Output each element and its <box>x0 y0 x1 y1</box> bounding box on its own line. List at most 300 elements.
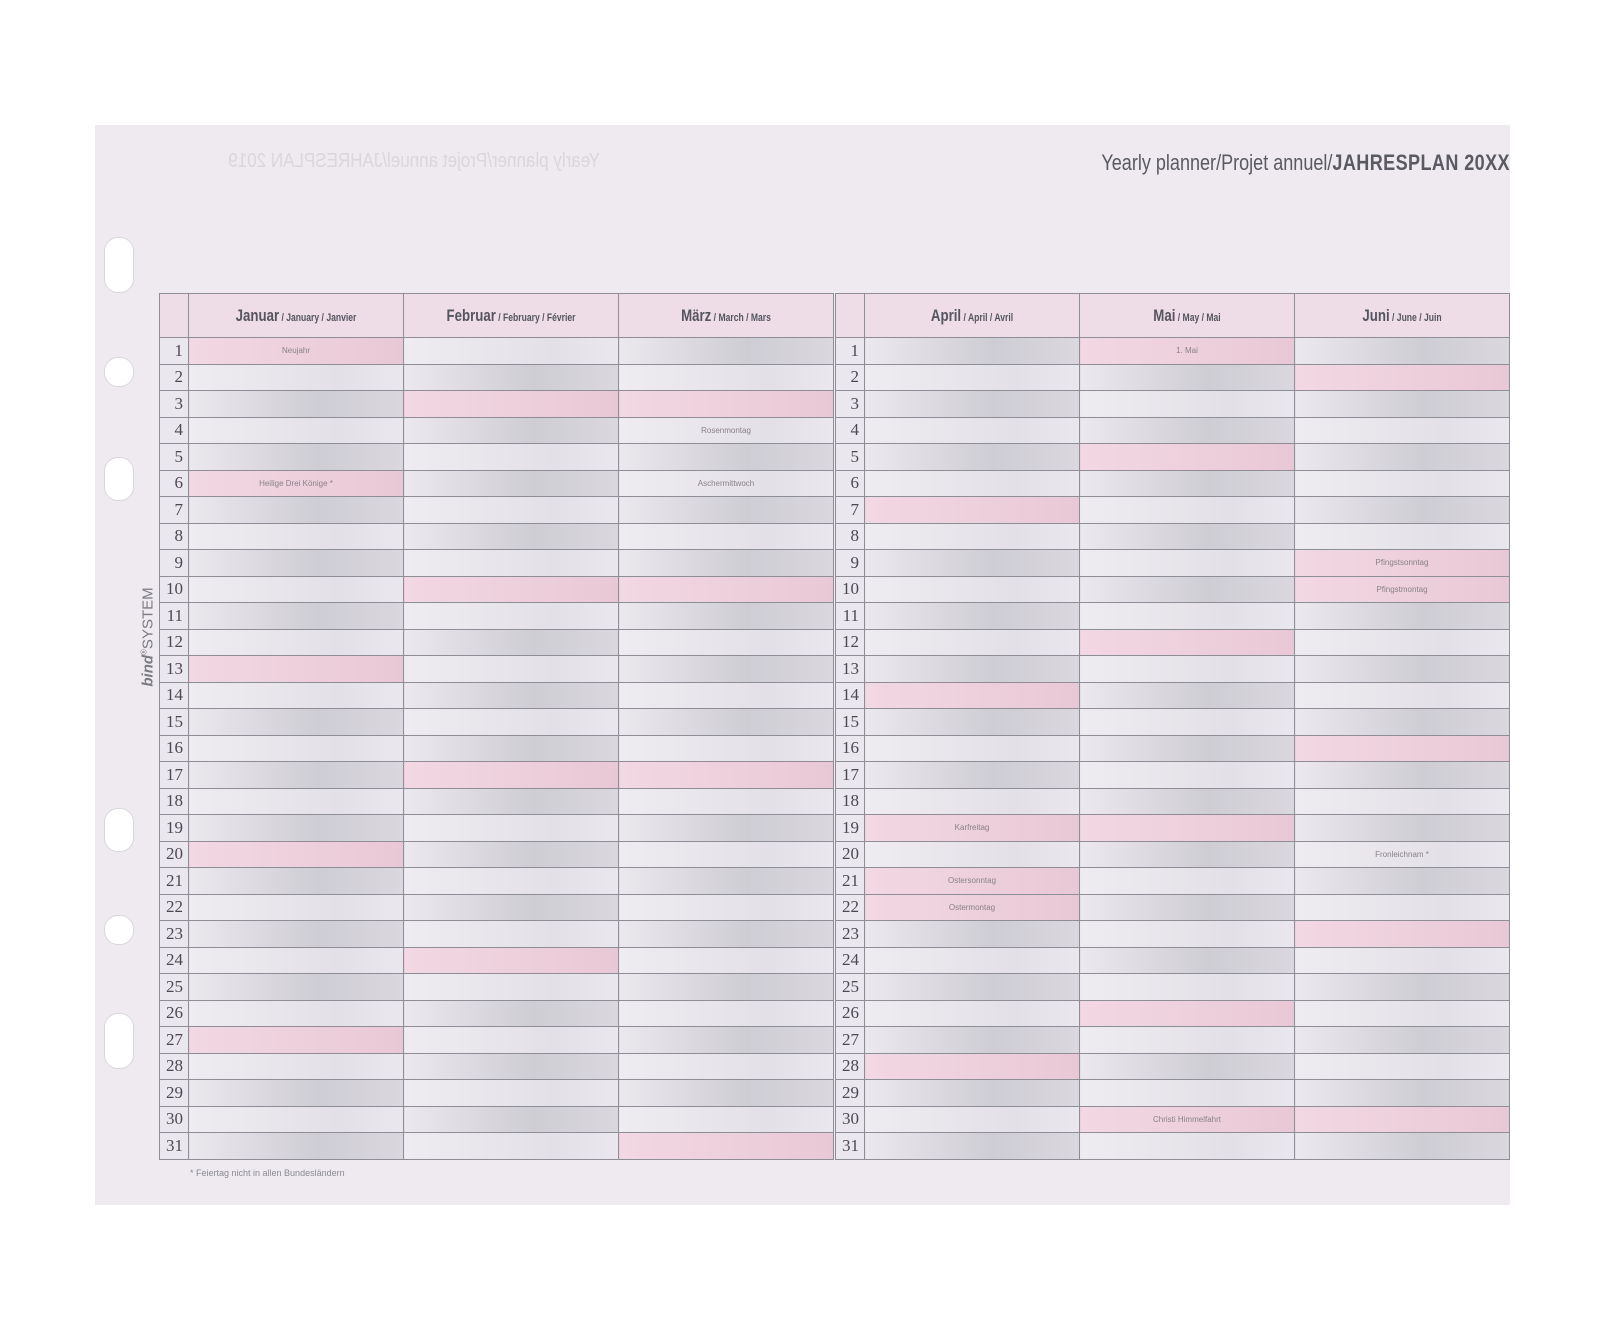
day-cell[interactable] <box>865 444 1080 471</box>
day-row <box>160 1133 834 1160</box>
day-cell[interactable] <box>619 1053 834 1080</box>
month-name-translation: / February / Février <box>495 311 576 324</box>
day-cell[interactable] <box>189 417 404 444</box>
day-number: 1 <box>836 338 865 365</box>
day-cell[interactable] <box>1295 603 1510 630</box>
day-cell[interactable] <box>619 497 834 524</box>
day-cell[interactable] <box>1295 841 1510 868</box>
month-name-de: Juni <box>1362 305 1390 325</box>
day-cell[interactable] <box>1295 576 1510 603</box>
day-cell[interactable] <box>1080 1106 1295 1133</box>
day-cell[interactable] <box>619 709 834 736</box>
day-cell[interactable] <box>189 682 404 709</box>
day-row <box>160 894 834 921</box>
day-cell[interactable] <box>619 841 834 868</box>
day-row <box>836 1053 1510 1080</box>
day-cell[interactable] <box>1080 391 1295 418</box>
day-cell[interactable] <box>865 682 1080 709</box>
day-cell[interactable] <box>1295 762 1510 789</box>
day-number: 4 <box>160 417 189 444</box>
day-number: 12 <box>836 629 865 656</box>
day-cell[interactable] <box>865 417 1080 444</box>
day-row <box>160 921 834 948</box>
day-cell[interactable] <box>1295 1133 1510 1160</box>
day-cell[interactable] <box>189 1000 404 1027</box>
day-number: 29 <box>160 1080 189 1107</box>
day-number: 26 <box>160 1000 189 1027</box>
day-cell[interactable] <box>1295 974 1510 1001</box>
day-cell[interactable] <box>1080 1133 1295 1160</box>
day-row <box>836 947 1510 974</box>
day-row <box>160 1053 834 1080</box>
day-number: 6 <box>836 470 865 497</box>
day-cell[interactable] <box>189 1106 404 1133</box>
day-cell[interactable] <box>619 444 834 471</box>
day-cell[interactable] <box>189 762 404 789</box>
day-row <box>160 497 834 524</box>
day-cell[interactable] <box>1080 815 1295 842</box>
day-cell[interactable] <box>189 470 404 497</box>
day-cell[interactable] <box>865 1106 1080 1133</box>
day-cell[interactable] <box>404 788 619 815</box>
day-cell[interactable] <box>404 815 619 842</box>
month-name-de: Februar <box>446 305 496 325</box>
day-cell[interactable] <box>865 1000 1080 1027</box>
month-name-de: April <box>930 305 962 325</box>
page-title-bold: JAHRESPLAN 20XX <box>1332 150 1510 175</box>
month-name-de: Mai <box>1153 305 1176 325</box>
day-cell[interactable] <box>619 921 834 948</box>
day-cell[interactable] <box>189 868 404 895</box>
day-cell[interactable] <box>404 444 619 471</box>
day-cell[interactable] <box>865 735 1080 762</box>
day-cell[interactable] <box>865 576 1080 603</box>
holiday-label: 1. Mai <box>1176 346 1198 356</box>
day-cell[interactable] <box>1080 682 1295 709</box>
day-cell[interactable] <box>865 550 1080 577</box>
day-cell[interactable] <box>189 1133 404 1160</box>
day-number: 23 <box>160 921 189 948</box>
day-header-blank <box>836 294 865 338</box>
day-cell[interactable] <box>404 364 619 391</box>
day-cell[interactable] <box>865 338 1080 365</box>
day-cell[interactable] <box>619 550 834 577</box>
day-cell[interactable] <box>1080 735 1295 762</box>
day-cell[interactable] <box>404 841 619 868</box>
day-cell[interactable] <box>1295 629 1510 656</box>
day-row <box>160 709 834 736</box>
day-row <box>160 762 834 789</box>
day-cell[interactable] <box>1295 894 1510 921</box>
punch-hole <box>104 457 134 501</box>
day-cell[interactable] <box>1295 656 1510 683</box>
day-cell[interactable] <box>865 974 1080 1001</box>
day-cell[interactable] <box>619 894 834 921</box>
day-cell[interactable] <box>1080 947 1295 974</box>
day-row <box>836 629 1510 656</box>
day-cell[interactable] <box>189 788 404 815</box>
day-cell[interactable] <box>189 550 404 577</box>
day-cell[interactable] <box>865 497 1080 524</box>
day-cell[interactable] <box>1295 444 1510 471</box>
day-cell[interactable] <box>404 656 619 683</box>
day-cell[interactable] <box>1080 523 1295 550</box>
day-cell[interactable] <box>865 391 1080 418</box>
day-cell[interactable] <box>189 841 404 868</box>
brand-name: bind <box>139 654 157 687</box>
day-number: 2 <box>836 364 865 391</box>
day-number: 18 <box>160 788 189 815</box>
day-number: 3 <box>160 391 189 418</box>
day-cell[interactable] <box>865 947 1080 974</box>
day-cell[interactable] <box>1080 497 1295 524</box>
day-row <box>836 523 1510 550</box>
day-number: 27 <box>836 1027 865 1054</box>
day-number: 21 <box>160 868 189 895</box>
day-cell[interactable] <box>1295 417 1510 444</box>
day-cell[interactable] <box>189 364 404 391</box>
day-row <box>836 682 1510 709</box>
day-number: 22 <box>160 894 189 921</box>
day-number: 31 <box>160 1133 189 1160</box>
day-cell[interactable] <box>404 1000 619 1027</box>
day-cell[interactable] <box>404 735 619 762</box>
day-number: 7 <box>160 497 189 524</box>
day-cell[interactable] <box>404 1053 619 1080</box>
day-row <box>836 497 1510 524</box>
day-cell[interactable] <box>865 1133 1080 1160</box>
day-cell[interactable] <box>619 788 834 815</box>
day-row <box>836 1000 1510 1027</box>
day-row <box>160 417 834 444</box>
day-cell[interactable] <box>189 1080 404 1107</box>
day-cell[interactable] <box>1080 576 1295 603</box>
day-row <box>836 868 1510 895</box>
day-number: 13 <box>836 656 865 683</box>
day-number: 20 <box>160 841 189 868</box>
day-cell[interactable] <box>1295 921 1510 948</box>
day-number: 16 <box>160 735 189 762</box>
day-cell[interactable] <box>619 682 834 709</box>
day-cell[interactable] <box>404 682 619 709</box>
day-row <box>836 762 1510 789</box>
punch-hole <box>104 357 134 387</box>
day-row <box>160 603 834 630</box>
month-name-de: Januar <box>235 305 280 325</box>
day-cell[interactable] <box>404 497 619 524</box>
day-row <box>160 470 834 497</box>
day-row <box>836 338 1510 365</box>
day-number: 3 <box>836 391 865 418</box>
day-cell[interactable] <box>1080 364 1295 391</box>
day-cell[interactable] <box>619 391 834 418</box>
day-cell[interactable] <box>865 364 1080 391</box>
day-row <box>836 974 1510 1001</box>
day-cell[interactable] <box>189 497 404 524</box>
day-cell[interactable] <box>1295 1080 1510 1107</box>
day-row <box>836 1080 1510 1107</box>
day-cell[interactable] <box>619 735 834 762</box>
day-cell[interactable] <box>619 974 834 1001</box>
planner-grid-right <box>835 293 1510 1160</box>
day-cell[interactable] <box>619 470 834 497</box>
day-number: 1 <box>160 338 189 365</box>
day-cell[interactable] <box>865 656 1080 683</box>
day-cell[interactable] <box>189 629 404 656</box>
day-cell[interactable] <box>1295 682 1510 709</box>
day-cell[interactable] <box>619 603 834 630</box>
day-number: 20 <box>836 841 865 868</box>
day-number: 26 <box>836 1000 865 1027</box>
day-cell[interactable] <box>189 656 404 683</box>
day-row <box>836 815 1510 842</box>
day-number: 24 <box>160 947 189 974</box>
month-header-april <box>865 294 1080 338</box>
month-name-translation: / March / Mars <box>711 311 771 324</box>
day-cell[interactable] <box>619 576 834 603</box>
day-cell[interactable] <box>404 576 619 603</box>
day-cell[interactable] <box>619 762 834 789</box>
day-cell[interactable] <box>1295 364 1510 391</box>
day-cell[interactable] <box>1295 815 1510 842</box>
day-cell[interactable] <box>404 523 619 550</box>
day-row <box>836 576 1510 603</box>
day-cell[interactable] <box>1080 470 1295 497</box>
day-cell[interactable] <box>1080 1000 1295 1027</box>
day-cell[interactable] <box>865 788 1080 815</box>
day-cell[interactable] <box>865 894 1080 921</box>
day-cell[interactable] <box>189 815 404 842</box>
day-cell[interactable] <box>865 603 1080 630</box>
day-cell[interactable] <box>189 947 404 974</box>
day-row <box>836 709 1510 736</box>
day-cell[interactable] <box>189 338 404 365</box>
day-cell[interactable] <box>404 1027 619 1054</box>
month-header-juni <box>1295 294 1510 338</box>
day-cell[interactable] <box>1295 1053 1510 1080</box>
day-cell[interactable] <box>189 921 404 948</box>
page-title-regular: Yearly planner/Projet annuel/ <box>1101 150 1333 175</box>
month-header-januar <box>189 294 404 338</box>
day-cell[interactable] <box>404 338 619 365</box>
day-cell[interactable] <box>1080 709 1295 736</box>
day-number: 25 <box>836 974 865 1001</box>
day-number: 15 <box>836 709 865 736</box>
day-cell[interactable] <box>1080 921 1295 948</box>
day-cell[interactable] <box>619 1133 834 1160</box>
day-number: 11 <box>160 603 189 630</box>
day-cell[interactable] <box>865 868 1080 895</box>
day-cell[interactable] <box>404 762 619 789</box>
day-row <box>160 947 834 974</box>
day-number: 13 <box>160 656 189 683</box>
day-row <box>160 1027 834 1054</box>
day-cell[interactable] <box>619 947 834 974</box>
day-row <box>836 1027 1510 1054</box>
day-number: 9 <box>836 550 865 577</box>
day-cell[interactable] <box>189 894 404 921</box>
day-row <box>160 338 834 365</box>
day-row <box>160 391 834 418</box>
day-cell[interactable] <box>1080 338 1295 365</box>
day-cell[interactable] <box>1080 868 1295 895</box>
day-cell[interactable] <box>865 470 1080 497</box>
day-cell[interactable] <box>404 974 619 1001</box>
day-cell[interactable] <box>1080 417 1295 444</box>
day-cell[interactable] <box>1295 788 1510 815</box>
day-number: 16 <box>836 735 865 762</box>
day-cell[interactable] <box>1080 788 1295 815</box>
day-cell[interactable] <box>865 709 1080 736</box>
day-cell[interactable] <box>1295 709 1510 736</box>
day-cell[interactable] <box>189 576 404 603</box>
day-cell[interactable] <box>1295 868 1510 895</box>
day-cell[interactable] <box>1080 1027 1295 1054</box>
day-cell[interactable] <box>404 603 619 630</box>
day-cell[interactable] <box>404 894 619 921</box>
day-row <box>836 391 1510 418</box>
day-number: 30 <box>836 1106 865 1133</box>
day-cell[interactable] <box>404 1133 619 1160</box>
day-number: 10 <box>836 576 865 603</box>
day-row <box>836 788 1510 815</box>
day-cell[interactable] <box>1080 629 1295 656</box>
day-number: 24 <box>836 947 865 974</box>
day-row <box>160 1080 834 1107</box>
day-cell[interactable] <box>404 470 619 497</box>
day-cell[interactable] <box>1295 550 1510 577</box>
day-cell[interactable] <box>865 629 1080 656</box>
day-row <box>836 921 1510 948</box>
day-cell[interactable] <box>189 391 404 418</box>
day-number: 22 <box>836 894 865 921</box>
day-cell[interactable] <box>189 444 404 471</box>
day-cell[interactable] <box>1080 550 1295 577</box>
day-number: 6 <box>160 470 189 497</box>
holiday-label: Karfreitag <box>954 823 990 833</box>
month-name-translation: / May / Mai <box>1175 311 1221 324</box>
day-cell[interactable] <box>189 603 404 630</box>
day-row <box>160 550 834 577</box>
day-cell[interactable] <box>189 974 404 1001</box>
day-cell[interactable] <box>619 417 834 444</box>
day-cell[interactable] <box>619 1080 834 1107</box>
day-cell[interactable] <box>1295 735 1510 762</box>
day-cell[interactable] <box>404 1080 619 1107</box>
day-number: 17 <box>160 762 189 789</box>
day-cell[interactable] <box>619 364 834 391</box>
day-cell[interactable] <box>619 656 834 683</box>
day-cell[interactable] <box>1080 974 1295 1001</box>
day-cell[interactable] <box>189 1027 404 1054</box>
day-row <box>160 656 834 683</box>
day-cell[interactable] <box>404 709 619 736</box>
day-number: 8 <box>160 523 189 550</box>
day-cell[interactable] <box>404 868 619 895</box>
day-row <box>160 815 834 842</box>
day-cell[interactable] <box>404 391 619 418</box>
punch-hole <box>104 915 134 945</box>
day-cell[interactable] <box>1295 1027 1510 1054</box>
day-cell[interactable] <box>404 947 619 974</box>
day-cell[interactable] <box>619 338 834 365</box>
day-cell[interactable] <box>1295 391 1510 418</box>
day-number: 31 <box>836 1133 865 1160</box>
month-name-translation: / April / Avril <box>961 311 1014 324</box>
day-cell[interactable] <box>865 523 1080 550</box>
day-cell[interactable] <box>1080 762 1295 789</box>
day-cell[interactable] <box>1080 841 1295 868</box>
day-cell[interactable] <box>865 762 1080 789</box>
day-cell[interactable] <box>1080 1053 1295 1080</box>
day-row <box>836 735 1510 762</box>
holiday-label: Heilige Drei Könige * <box>259 478 333 488</box>
day-cell[interactable] <box>1080 444 1295 471</box>
day-cell[interactable] <box>619 868 834 895</box>
day-row <box>160 1000 834 1027</box>
day-row <box>836 1106 1510 1133</box>
day-cell[interactable] <box>404 1106 619 1133</box>
day-cell[interactable] <box>189 1053 404 1080</box>
day-cell[interactable] <box>189 523 404 550</box>
day-cell[interactable] <box>1295 1106 1510 1133</box>
day-cell[interactable] <box>619 815 834 842</box>
day-row <box>836 444 1510 471</box>
day-cell[interactable] <box>404 417 619 444</box>
day-cell[interactable] <box>865 1027 1080 1054</box>
day-cell[interactable] <box>1295 523 1510 550</box>
day-cell[interactable] <box>404 921 619 948</box>
day-number: 17 <box>836 762 865 789</box>
day-cell[interactable] <box>865 1053 1080 1080</box>
day-row <box>160 629 834 656</box>
day-number: 8 <box>836 523 865 550</box>
day-cell[interactable] <box>189 709 404 736</box>
day-number: 30 <box>160 1106 189 1133</box>
day-cell[interactable] <box>1080 656 1295 683</box>
day-row <box>160 788 834 815</box>
day-cell[interactable] <box>404 629 619 656</box>
day-cell[interactable] <box>619 629 834 656</box>
day-cell[interactable] <box>404 550 619 577</box>
day-cell[interactable] <box>619 1000 834 1027</box>
punch-hole <box>104 237 134 293</box>
day-cell[interactable] <box>619 1027 834 1054</box>
day-cell[interactable] <box>1080 603 1295 630</box>
day-cell[interactable] <box>1295 1000 1510 1027</box>
holiday-label: Pfingstmontag <box>1376 584 1428 594</box>
day-number: 11 <box>836 603 865 630</box>
day-cell[interactable] <box>1080 1080 1295 1107</box>
day-cell[interactable] <box>619 1106 834 1133</box>
day-cell[interactable] <box>865 1080 1080 1107</box>
day-number: 18 <box>836 788 865 815</box>
day-cell[interactable] <box>1295 338 1510 365</box>
day-cell[interactable] <box>619 523 834 550</box>
day-number: 5 <box>160 444 189 471</box>
day-cell[interactable] <box>1295 470 1510 497</box>
day-cell[interactable] <box>865 921 1080 948</box>
day-number: 12 <box>160 629 189 656</box>
day-cell[interactable] <box>1080 894 1295 921</box>
day-cell[interactable] <box>189 735 404 762</box>
day-row <box>160 868 834 895</box>
day-cell[interactable] <box>1295 497 1510 524</box>
day-cell[interactable] <box>865 815 1080 842</box>
day-cell[interactable] <box>1295 947 1510 974</box>
day-cell[interactable] <box>865 841 1080 868</box>
day-row <box>160 576 834 603</box>
